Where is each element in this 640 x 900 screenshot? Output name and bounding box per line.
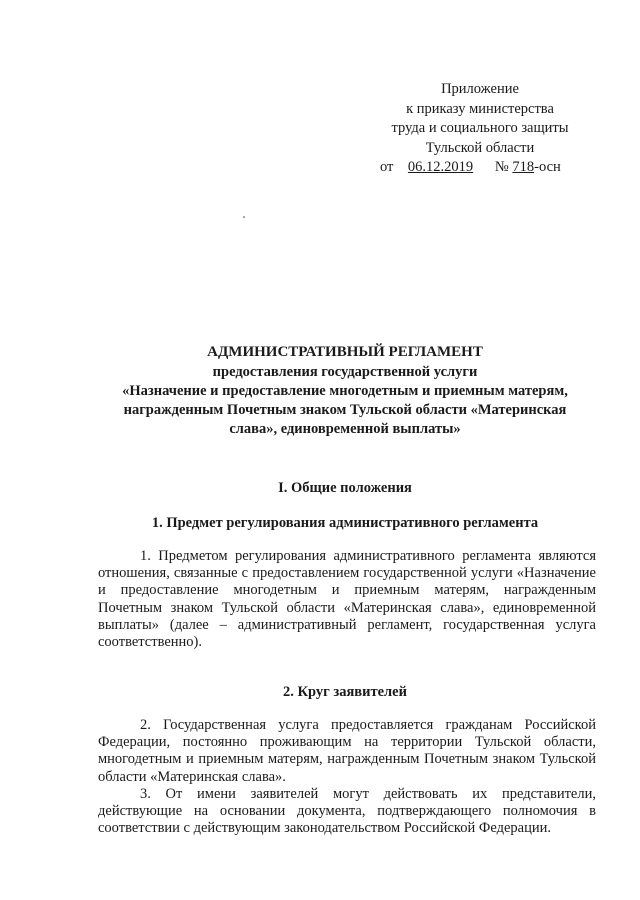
subsection-heading-applicants: 2. Круг заявителей [283,684,407,700]
title-line-2: предоставления государственной услуги [212,364,478,380]
paragraph-2: 2. Государственная услуга предоставляется гражданам Российской Федерации, постоянно проживающим на территории Тульской области, многодетным и приемным матерям, награжденным Почетным знаком Тульской области «Материнская слава». [98,717,596,785]
appendix-line-2: к приказу министерства [406,100,554,117]
number-prefix: № [494,159,509,176]
appendix-title: Приложение [441,81,519,97]
paragraph-1: 1. Предметом регулирования административного регламента являются отношения, связанные с предоставлением государственной услуги «Назначение и предоставление многодетным и приемным матерям, награжденным Почетным знаком Тульской области «Материнская слава», единовременной выплаты» (далее – административный регламент, государственная услуга соответственно). [98,548,596,651]
order-number-suffix: -осн [534,159,561,176]
order-date-line [380,158,600,178]
title-line-4: награжденным Почетным знаком Тульской области «Материнская [123,402,567,418]
title-line-3: «Назначение и предоставление многодетным и приемным матерям, [122,383,568,399]
appendix-line-3: труда и социального защиты [391,120,569,137]
scan-speck [243,216,245,218]
subsection-heading-subject: 1. Предмет регулирования административного регламента [151,515,539,531]
title-main: АДМИНИСТРАТИВНЫЙ РЕГЛАМЕНТ [207,344,483,360]
paragraph-3: 3. От имени заявителей могут действовать их представители, действующие на основании документа, подтверждающего полномочия в соответствии с действующим законодательством Российской Федерации. [98,786,596,837]
appendix-line-4: Тульской области [425,139,535,156]
date-prefix: от [380,159,394,176]
section-heading-general: I. Общие положения [278,480,412,496]
order-date: 06.12.2019 [407,159,474,176]
appendix-block [380,80,600,178]
title-line-5: слава», единовременной выплаты» [229,421,461,437]
regulation-title [90,343,600,439]
order-number: 718 [512,159,535,176]
